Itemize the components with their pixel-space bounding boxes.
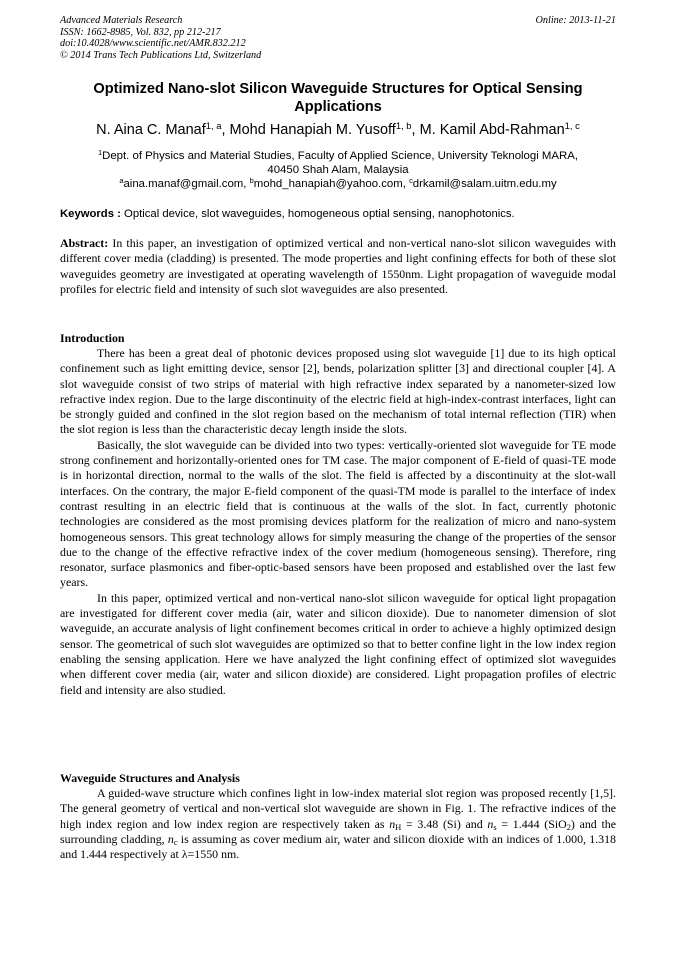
author-list: N. Aina C. Manaf$^{1, a}$, Mohd Hanapiah M. Yusoff$^{1, b}$, M. Kamil Abd-Rahman$^{1, c}$	[96, 119, 580, 138]
affiliation-address: 40450 Shah Alam, Malaysia	[267, 164, 409, 176]
doi: doi:10.4028/www.scientific.net/AMR.832.212	[60, 38, 246, 49]
abstract	[60, 236, 616, 297]
section-heading-introduction: Introduction	[60, 331, 125, 345]
paragraph: Basically, the slot waveguide can be divided into two types: vertically-oriented slot waveguide for TE mode strong confinement and horizontally-oriented ones for TM case. The major component of E-field of quasi-TE mode is in horizontal direction, normal to the walls of the slot. The field is affected by a discontinuity at the slot-wall interfaces. On the contrary, the major E-field component of the quasi-TM mode is parallel to the interface of index contrast resulting in an electric field that is continuous at the walls of the slot. In fact, currently photonic technologies are considered as the most promising devices platform for the realization of micro and nano-system homogeneous sensors. This great technology allows for simply measuring the change of the properties of the sensor due to the change of the effective refractive index of the cover medium (homogeneous sensing). Therefore, ring resonator, surface plasmonics and fiber-optic-based sensors have been proposed and established over the last few years.	[60, 437, 616, 590]
affiliation	[60, 149, 616, 191]
author-emails: $^a$aina.manaf@gmail.com, $^b$mohd_hanapiah@yahoo.com, $^c$drkamil@salam.uitm.edu.my	[119, 175, 557, 190]
affiliation-superscript: 1	[97, 147, 103, 157]
copyright: © 2014 Trans Tech Publications Ltd, Switzerland	[60, 49, 262, 61]
author-superscript: 1, b	[395, 119, 412, 131]
affiliation-line: $^1$Dept. of Physics and Material Studies, Faculty of Applied Science, University Teknologi MARA,	[97, 147, 578, 162]
email-link[interactable]: mohd_hanapiah@yahoo.com	[253, 178, 403, 190]
author-name: M. Kamil Abd-Rahman	[419, 122, 565, 138]
author-superscript: 1, a	[205, 119, 222, 131]
abstract-text: In this paper, an investigation of optimized vertical and non-vertical nano-slot silicon waveguides with different cover media (cladding) is presented. The mode properties and light confining effects for both of these slot waveguides geometry are investigated at operating wavelength of 1550nm. Light propagation of waveguide modal profiles for electric field and intensity of such slot waveguides are also presented.	[60, 236, 616, 296]
email-link[interactable]: drkamil@salam.uitm.edu.my	[412, 178, 557, 190]
issn: ISSN: 1662-8985, Vol. 832, pp 212-217	[60, 26, 221, 38]
waveguide-body	[60, 786, 616, 862]
author-name: Mohd Hanapiah M. Yusoff	[229, 122, 396, 138]
author-superscript: 1, c	[564, 119, 580, 131]
email-link[interactable]: aina.manaf@gmail.com	[123, 178, 244, 190]
section-heading-waveguide: Waveguide Structures and Analysis	[60, 771, 240, 785]
keywords-text: Optical device, slot waveguides, homogeneous optial sensing, nanophotonics.	[124, 208, 515, 220]
paragraph: There has been a great deal of photonic devices proposed using slot waveguide [1] due to its high optical confinement such as light emitting device, sensor [2], bends, polarization splitter [3] and directional coupler [4]. A slot waveguide consist of two strips of material with high refractive index separated by a nanometer-sized low refractive index region. Due to the large discontinuity of the electric field at high-index-contrast interfaces, light can be strongly guided and confined in the slot region based on the mechanism of total internal reflection (TIR) when the slot region is less than the characteristic decay length inside the slots.	[60, 346, 616, 437]
journal-header	[60, 15, 616, 61]
online-date: Online: 2013-11-21	[535, 15, 616, 26]
paragraph: In this paper, optimized vertical and non-vertical nano-slot silicon waveguide for optical light propagation are investigated for different cover media (air, water and silicon dioxide). Due to nanometer dimension of slot waveguide, an accurate analysis of light confinement becomes critical in order to achieve a highly optimized design sensor. The geometrical of such slot waveguides are optimized so that to better confine light in the low index region enabling the sensing application. Here we have analyzed the light confining effect of optimized slot waveguides when different cover media (air, water and silicon dioxide) are considered. Light propagation profiles of electric field and intensity are also studied.	[60, 590, 616, 697]
introduction-body	[60, 346, 616, 698]
paper-title: Optimized Nano-slot Silicon Waveguide Structures for Optical Sensing Applications	[93, 81, 583, 115]
abstract-label: Abstract:	[60, 236, 109, 250]
paragraph: A guided-wave structure which confines light in low-index material slot region was proposed recently [1,5]. The general geometry of vertical and non-vertical slot waveguide are shown in Fig. 1. The refractive indices of the high index region and low index region are respectively taken as $n_H = 3.48$ (Si) and $n_s = 1.444$ (SiO$_2$) and the surrounding cladding, $n_c$ is assuming as cover medium air, water and silicon dioxide with an indices of 1.000, 1.318 and 1.444 respectively at λ=1550 nm.	[60, 786, 617, 862]
keywords	[60, 207, 616, 221]
keywords-label: Keywords :	[60, 208, 121, 220]
author-name: N. Aina C. Manaf	[96, 122, 206, 138]
journal-name: Advanced Materials Research	[60, 15, 183, 26]
